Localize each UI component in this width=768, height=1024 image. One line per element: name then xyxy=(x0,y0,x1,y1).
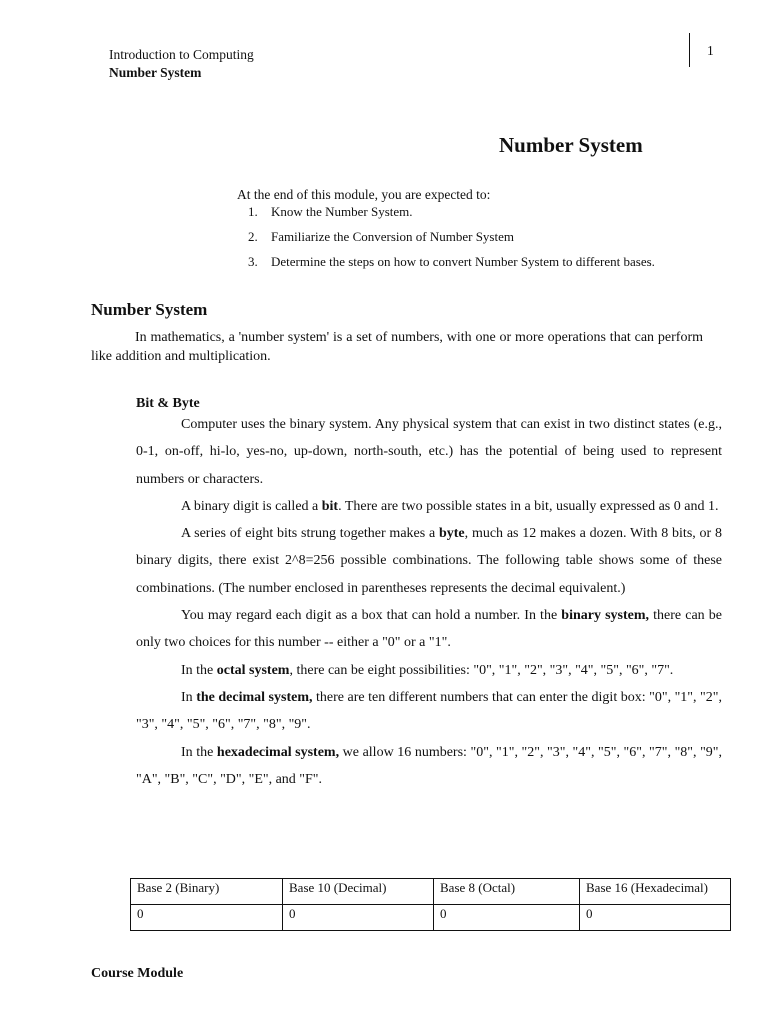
table-cell: 0 xyxy=(434,905,580,931)
section-paragraph: In mathematics, a 'number system' is a set of numbers, with one or more operations that can perform like addition and multiplication. xyxy=(91,330,703,364)
page-title: Number System xyxy=(499,133,643,157)
paragraph-binary-system: Computer uses the binary system. Any physical system that can exist in two distinct states (e.g., 0-1, on-off, hi-lo, yes-no, up-down, north-south, etc.) has the potential of being used to represent numbers or characters. xyxy=(136,417,722,487)
paragraph-binary-choices: You may regard each digit as a box that can hold a number. In the binary system, there can be only two choices for this number -- either a "0" or a "1". xyxy=(136,608,722,651)
header-divider xyxy=(689,33,690,67)
table-header-cell: Base 16 (Hexadecimal) xyxy=(580,879,731,905)
table-header-cell: Base 8 (Octal) xyxy=(434,879,580,905)
header-course-title: Introduction to Computing xyxy=(109,47,254,62)
objective-item: 2. Familiarize the Conversion of Number System xyxy=(248,229,514,244)
paragraph-bit: A binary digit is called a bit. There are two possible states in a bit, usually expressed as 0 and 1. xyxy=(181,498,719,514)
number-system-table xyxy=(130,878,731,931)
table-row xyxy=(131,905,731,931)
page-number: 1 xyxy=(707,43,714,58)
table-header-row xyxy=(131,879,731,905)
header-module-title: Number System xyxy=(109,65,202,80)
table-cell: 0 xyxy=(283,905,434,931)
bit-byte-body xyxy=(136,411,722,793)
table-cell: 0 xyxy=(580,905,731,931)
objective-item: 1. Know the Number System. xyxy=(248,204,413,219)
subsection-heading: Bit & Byte xyxy=(136,396,200,411)
table-header-cell: Base 10 (Decimal) xyxy=(283,879,434,905)
footer-label: Course Module xyxy=(91,966,184,981)
objective-item: 3. Determine the steps on how to convert Number System to different bases. xyxy=(248,254,655,269)
paragraph-octal: In the octal system, there can be eight possibilities: "0", "1", "2", "3", "4", "5", "6", "7". xyxy=(181,662,674,678)
table-cell: 0 xyxy=(131,905,283,931)
paragraph-hexadecimal: In the hexadecimal system, we allow 16 numbers: "0", "1", "2", "3", "4", "5", "6", "7", "8", "9", "A", "B", "C", "D", "E", and "F". xyxy=(136,744,723,787)
paragraph-decimal: In the decimal system, there are ten different numbers that can enter the digit box: "0", "1", "2", "3", "4", "5", "6", "7", "8", "9". xyxy=(136,689,722,733)
objectives-list xyxy=(248,203,655,278)
paragraph-byte: A series of eight bits strung together makes a byte, much as 12 makes a dozen. With 8 bits, or 8 binary digits, there exist 2^8=256 possible combinations. The following table shows some of these combinations. (The number enclosed in parentheses represents the decimal equivalent.) xyxy=(136,526,722,596)
objectives-intro: At the end of this module, you are expected to: xyxy=(237,187,491,202)
section-heading: Number System xyxy=(91,300,208,319)
table-header-cell: Base 2 (Binary) xyxy=(131,879,283,905)
